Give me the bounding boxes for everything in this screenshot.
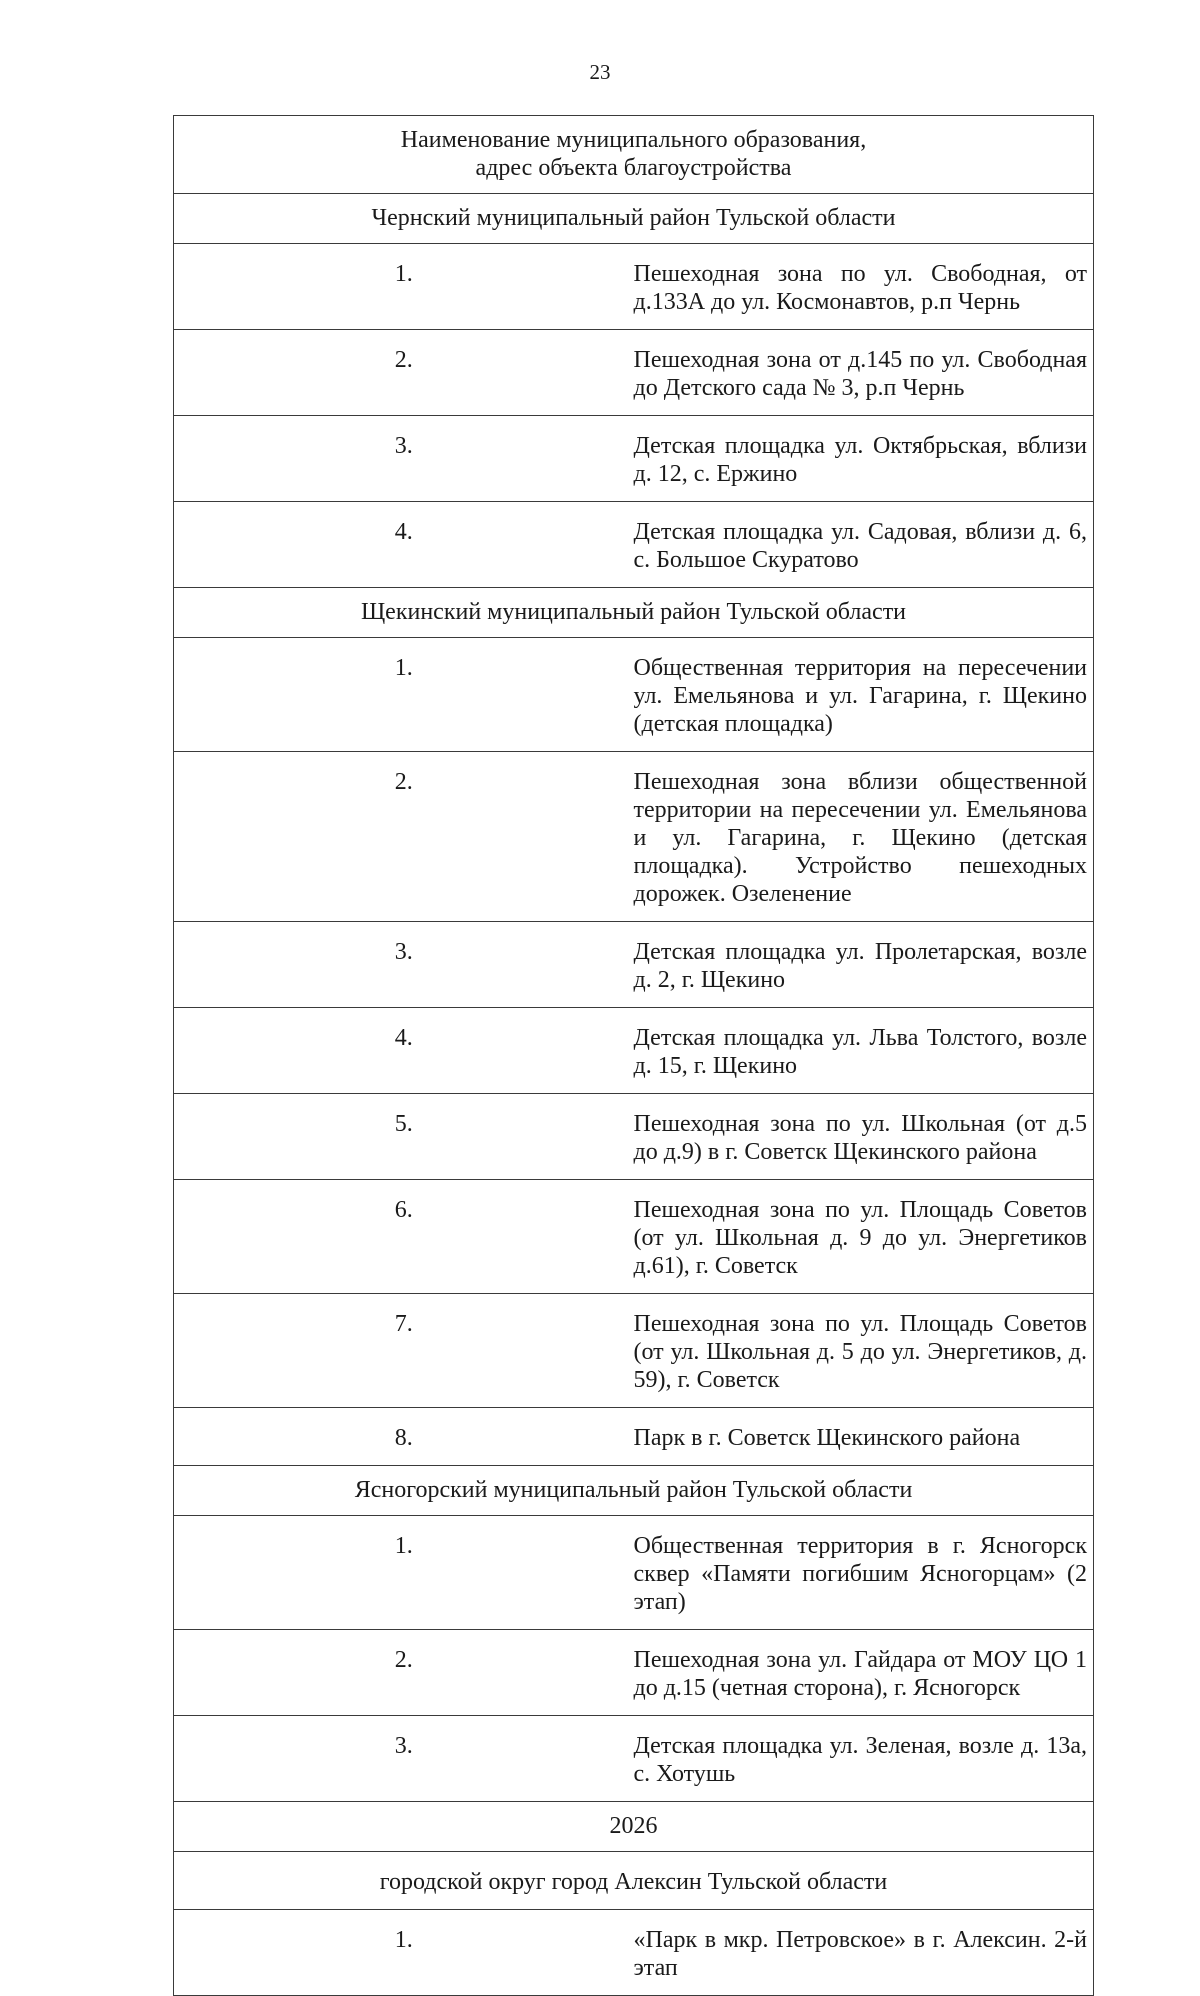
table-row xyxy=(174,1516,1094,1630)
table-row xyxy=(174,922,1094,1008)
table-row xyxy=(174,1408,1094,1466)
item-number: 4. xyxy=(174,502,634,588)
objects-table xyxy=(173,115,1094,1996)
table-row xyxy=(174,1716,1094,1802)
table-row xyxy=(174,416,1094,502)
item-address: Общественная территория на пересечении ул. Емельянова и ул. Гагарина, г. Щекино (детская площадка) xyxy=(634,638,1094,752)
item-number: 5. xyxy=(174,1094,634,1180)
item-number: 6. xyxy=(174,1180,634,1294)
item-address: Пешеходная зона по ул. Свободная, от д.133А до ул. Космонавтов, р.п Чернь xyxy=(634,244,1094,330)
item-address: Детская площадка ул. Октябрьская, вблизи д. 12, с. Ержино xyxy=(634,416,1094,502)
item-number: 2. xyxy=(174,330,634,416)
table-row xyxy=(174,638,1094,752)
table-row xyxy=(174,502,1094,588)
item-address: Пешеходная зона от д.145 по ул. Свободная до Детского сада № 3, р.п Чернь xyxy=(634,330,1094,416)
item-address: Парк в г. Советск Щекинского района xyxy=(634,1408,1094,1466)
item-number: 1. xyxy=(174,1910,634,1996)
item-number: 2. xyxy=(174,752,634,922)
year-row xyxy=(174,1802,1094,1852)
section-row xyxy=(174,588,1094,638)
table-row xyxy=(174,752,1094,922)
item-number: 8. xyxy=(174,1408,634,1466)
item-address: Детская площадка ул. Льва Толстого, возле д. 15, г. Щекино xyxy=(634,1008,1094,1094)
table-row xyxy=(174,1094,1094,1180)
table-row xyxy=(174,1180,1094,1294)
year-cell: 2026 xyxy=(174,1802,1094,1852)
table-row xyxy=(174,1630,1094,1716)
item-address: Детская площадка ул. Пролетарская, возле д. 2, г. Щекино xyxy=(634,922,1094,1008)
item-address: Пешеходная зона по ул. Площадь Советов (от ул. Школьная д. 9 до ул. Энергетиков д.61), г. Советск xyxy=(634,1180,1094,1294)
section-row xyxy=(174,1466,1094,1516)
item-number: 1. xyxy=(174,638,634,752)
item-address: Детская площадка ул. Зеленая, возле д. 13а, с. Хотушь xyxy=(634,1716,1094,1802)
section-row xyxy=(174,1852,1094,1910)
table-row xyxy=(174,1294,1094,1408)
section-title-chern: Чернский муниципальный район Тульской области xyxy=(174,194,1094,244)
item-number: 4. xyxy=(174,1008,634,1094)
section-title-shchekino: Щекинский муниципальный район Тульской области xyxy=(174,588,1094,638)
item-number: 7. xyxy=(174,1294,634,1408)
item-address: Пешеходная зона вблизи общественной территории на пересечении ул. Емельянова и ул. Гагарина, г. Щекино (детская площадка). Устройство пешеходных дорожек. Озеленение xyxy=(634,752,1094,922)
header-line-1: Наименование муниципального образования, xyxy=(400,127,867,153)
header-line-2: адрес объекта благоустройства xyxy=(475,155,792,181)
item-address: Общественная территория в г. Ясногорск сквер «Памяти погибшим Ясногорцам» (2 этап) xyxy=(634,1516,1094,1630)
table-row xyxy=(174,244,1094,330)
table-row xyxy=(174,330,1094,416)
item-number: 1. xyxy=(174,1516,634,1630)
page-number: 23 xyxy=(589,60,611,84)
item-number: 3. xyxy=(174,1716,634,1802)
item-address: Пешеходная зона по ул. Площадь Советов (от ул. Школьная д. 5 до ул. Энергетиков, д. 59), г. Советск xyxy=(634,1294,1094,1408)
section-row xyxy=(174,194,1094,244)
table-header-row xyxy=(174,116,1094,194)
item-address: «Парк в мкр. Петровское» в г. Алексин. 2-й этап xyxy=(634,1910,1094,1996)
section-title-aleksin: городской округ город Алексин Тульской области xyxy=(174,1852,1094,1910)
item-number: 2. xyxy=(174,1630,634,1716)
item-address: Детская площадка ул. Садовая, вблизи д. 6, с. Большое Скуратово xyxy=(634,502,1094,588)
item-number: 3. xyxy=(174,922,634,1008)
section-title-yasnogorsk: Ясногорский муниципальный район Тульской области xyxy=(174,1466,1094,1516)
item-number: 1. xyxy=(174,244,634,330)
table-row xyxy=(174,1910,1094,1996)
item-number: 3. xyxy=(174,416,634,502)
item-address: Пешеходная зона по ул. Школьная (от д.5 до д.9) в г. Советск Щекинского района xyxy=(634,1094,1094,1180)
table-row xyxy=(174,1008,1094,1094)
item-address: Пешеходная зона ул. Гайдара от МОУ ЦО 1 до д.15 (четная сторона), г. Ясногорск xyxy=(634,1630,1094,1716)
table-header-cell xyxy=(174,116,1094,194)
